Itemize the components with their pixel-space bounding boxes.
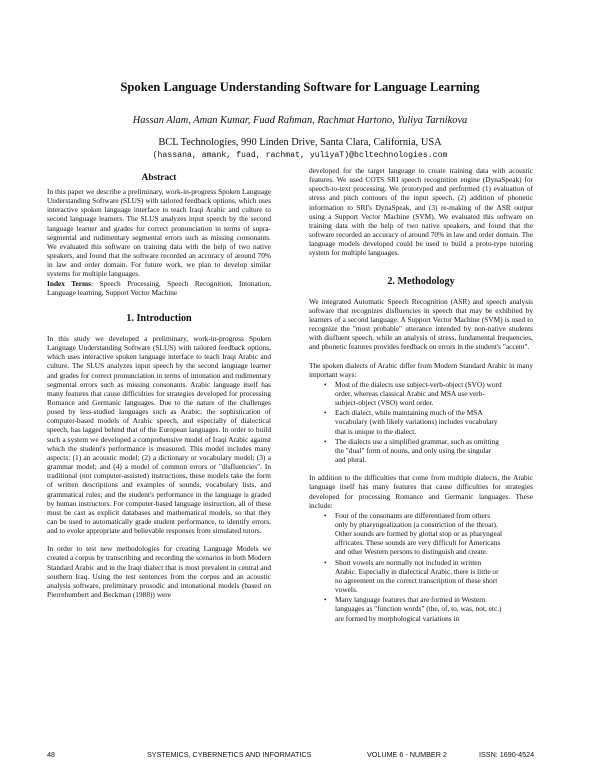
list-item: • Four of the consonants are differentiated from others only by pharyngealization (a constriction of the throat). Other sounds are formed by glottal stop or as pharyngeal affricates. These sounds are very difficult for Americans and other Western persons to distinguish and create.: [324, 510, 503, 557]
issn: ISSN: 1690-4524: [479, 750, 535, 759]
introduction-heading: 1. Introduction: [126, 312, 192, 324]
author-list: Hassan Alam, Aman Kumar, Fuad Rahman, Rachmat Hartono, Yuliya Tarnikova: [132, 115, 468, 126]
left-column: [47, 166, 271, 599]
index-terms-label: Index Terms: [47, 278, 91, 288]
abstract-text: In this paper we describe a preliminary, work-in-progress Spoken Language Understanding Software (SLUS) with tailored feedback options, which uses interactive spoken language interface to teach Iraqi Arabic and culture to second language learners. The SLUS analyzes input speech by the second language learner and grades for correct pronunciation in terms of supra-segmental and rudimentary segmental errors such as missing consonants. We evaluated this software on training data with the help of two native speakers, and found that the software recorded an accuracy of around 70% in law and order domain. For future work, we plan to develop similar systems for multiple languages.: [47, 187, 271, 279]
list-item: • Most of the dialects use subject-verb-object (SVO) word order, whereas classical Arabic and MSA use verb-subject-object (VSO) word order.: [324, 379, 502, 408]
page-number: 48: [47, 750, 55, 759]
paper-title: Spoken Language Understanding Software for Language Learning: [120, 80, 480, 94]
bullet-icon: •: [324, 436, 327, 446]
right-column: [309, 166, 533, 623]
journal-name: SYSTEMICS, CYBERNETICS AND INFORMATICS: [147, 750, 312, 759]
bullet-icon: •: [324, 510, 327, 520]
bullet-icon: •: [324, 595, 327, 605]
bullet-icon: •: [324, 379, 327, 389]
index-terms: [47, 279, 271, 297]
list-item: • Each dialect, while maintaining much of the MSA vocabulary (with likely variations) includes vocabulary that is unique to the dialect.: [324, 408, 498, 436]
author-emails: (hassana, amank, fuad, rachmat, yuliyaT)@bcltechnologies.com: [152, 151, 448, 160]
volume-number: VOLUME 6 - NUMBER 2: [367, 750, 447, 759]
list-item: • Short vowels are normally not included in written Arabic. Especially in dialectical Arabic, there is little or no agreement on the correct transcription of these short vowels.: [324, 557, 499, 595]
list-item: • The dialects use a simplified grammar, such as omitting the "dual" form of nouns, and only using the singular and plural.: [324, 436, 499, 465]
bullet-icon: •: [324, 557, 327, 567]
dialect-differences-list: [309, 380, 533, 464]
methodology-paragraph-1: We integrated Automatic Speech Recognition (ASR) and speech analysis software that recognizes disfluencies in speech that may be exhibited by learners of a second language. A Support Vector Machine (SVM) is used to recognize the "most probable" utterance intended by non-native students with disfluent speech, while an analysis of stress, fundamental frequencies, and phonetic features provides feedback on errors in the student's "accent".: [309, 296, 533, 352]
methodology-paragraph-3: In addition to the difficulties that come from multiple dialects, the Arabic language itself has many features that cause difficulties for strategies developed for processing Romance and Germanic languages. These include:: [309, 473, 533, 510]
list-item: • Many language features that are formed in Western languages as "function words" (the, of, to, was, not, etc.) are formed by morphological variations in: [324, 595, 502, 623]
introduction-paragraph-3: developed for the target language to create training data with acoustic features. We used COTS SRI speech recognition engine (DynaSpeak) for speech-to-text processing. We prototyped and performed (1) evaluation of stress and pitch contours of the input speech, (2) addition of phonetic information to SRI's DynaSpeak, and (3) re-making of the ASR output using a Support Vector Machine (SVM). We evaluated this software on training data with the help of two native speakers, and found that the software recorded an accuracy of around 70% in law and order domain. The language models developed could be used to build a proto-type tutoring system for multiple languages.: [309, 166, 533, 258]
methodology-heading: 2. Methodology: [387, 275, 455, 287]
introduction-paragraph-1: In this study we developed a preliminary, work-in-progress Spoken Language Understanding Software (SLUS) with tailored feedback options, which uses interactive spoken language interface to teach Iraqi Arabic and culture. The SLUS analyzes input speech by the second language learner and grades for correct pronunciation in terms of intonation and rudimentary segmental errors such as missing consonants. Arabic language itself has many features that cause difficulties for strategies developed for processing Romance and Germanic languages. Due to the nature of the challenges posed by less-studied languages such as Arabic, the sophistication of computer-based models of Arabic speech, and especially of dialectical speech, has lagged behind that of the European languages. In order to build such a system we developed a comprehensive model of Iraqi Arabic against which the student's performance is measured. This model includes many aspects: (1) an acoustic model; (2) a dictionary or vocabulary model; (3) a grammar model; and (4) a model of common errors or "disfluencies". In traditional (not computer-assisted) instructions, these models take the form of written descriptions and examples of sounds, vocabulary lists, and grammatical rules; and the student's performance in the language is graded by human instructors. For computer-based language instruction, all of these must be cast as explicit databases and mathematical models, so that they can be used to automatically grade student performance, to identify errors, and to evoke appropriate and believable responses from simulated tutors.: [47, 333, 271, 536]
abstract-heading: Abstract: [141, 173, 177, 183]
index-terms-text: : Speech Processing, Speech Recognition, Intonation, Language learning, Support Vector Machine: [47, 278, 271, 297]
affiliation: BCL Technologies, 990 Linden Drive, Santa Clara, California, USA: [158, 137, 442, 148]
bullet-icon: •: [324, 408, 327, 418]
arabic-features-list: [309, 511, 533, 623]
page-footer: [0, 750, 600, 762]
introduction-paragraph-2: In order to test new methodologies for creating Language Models we created a corpus by transcribing and recording the scenarios in both Modern Standard Arabic and in the Iraqi dialect that is most prevalent in central and southern Iraq. Using the test sentences from the corpus and an acoustic analysis software, preliminary prosodic and intonational models (based on Pierrehumbert and Beckman (1988)) were: [47, 544, 271, 600]
methodology-paragraph-2: The spoken dialects of Arabic differ from Modern Standard Arabic in many important ways:: [309, 360, 533, 379]
